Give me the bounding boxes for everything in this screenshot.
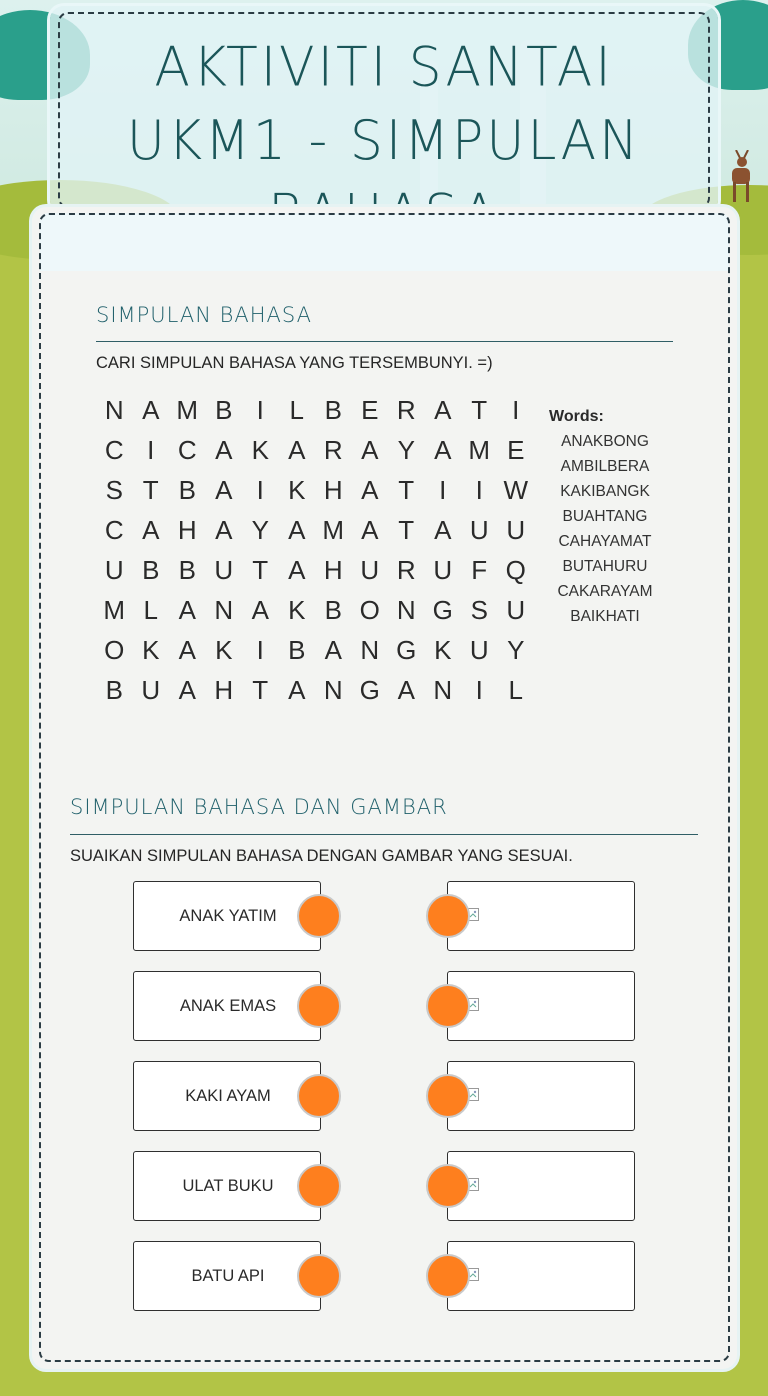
grid-cell[interactable]: A	[215, 434, 233, 465]
grid-row	[96, 470, 534, 510]
word-list-item: CAHAYAMAT	[558, 533, 652, 550]
grid-cell[interactable]: G	[359, 674, 380, 705]
grid-cell[interactable]: A	[434, 394, 452, 425]
matching-instruction: SUAIKAN SIMPULAN BAHASA DENGAN GAMBAR YANG SESUAI.	[70, 847, 573, 865]
grid-cell[interactable]: U	[104, 554, 124, 585]
grid-cell[interactable]: B	[288, 634, 306, 665]
grid-cell[interactable]: R	[323, 434, 343, 465]
grid-row	[96, 390, 534, 430]
grid-cell[interactable]: T	[398, 474, 415, 505]
grid-cell[interactable]: R	[396, 554, 416, 585]
word-list-item: BUTAHURU	[562, 558, 648, 575]
grid-cell[interactable]: K	[288, 594, 306, 625]
grid-cell[interactable]: Y	[507, 634, 525, 665]
grid-cell[interactable]: I	[256, 394, 264, 425]
grid-cell[interactable]: A	[324, 634, 342, 665]
matching-section-title: SIMPULAN BAHASA DAN GAMBAR	[70, 795, 448, 819]
match-connector-dot-right[interactable]	[426, 1254, 470, 1298]
grid-cell[interactable]: I	[475, 674, 483, 705]
match-connector-dot-left[interactable]	[297, 1074, 341, 1118]
grid-cell[interactable]: B	[178, 474, 196, 505]
wordsearch-grid[interactable]	[96, 390, 534, 710]
grid-cell[interactable]: T	[252, 554, 269, 585]
match-term-label: ANAK EMAS	[179, 997, 277, 1015]
grid-cell[interactable]: A	[251, 594, 269, 625]
grid-cell[interactable]: K	[215, 634, 233, 665]
grid-cell[interactable]: F	[471, 554, 488, 585]
section-divider	[70, 834, 698, 835]
grid-cell[interactable]: K	[434, 634, 452, 665]
grid-cell[interactable]: A	[361, 514, 379, 545]
grid-cell[interactable]: M	[103, 594, 126, 625]
grid-cell[interactable]: I	[439, 474, 447, 505]
title-card	[50, 6, 718, 214]
grid-row	[96, 590, 534, 630]
grid-cell[interactable]: H	[214, 674, 234, 705]
deer-icon	[722, 150, 758, 205]
grid-cell[interactable]: N	[396, 594, 416, 625]
match-term-box[interactable]	[133, 1061, 321, 1131]
grid-cell[interactable]: C	[104, 434, 124, 465]
grid-cell[interactable]: Y	[251, 514, 269, 545]
grid-cell[interactable]: U	[360, 554, 380, 585]
word-list-item: CAKARAYAM	[557, 583, 653, 600]
grid-cell[interactable]: M	[176, 394, 199, 425]
grid-cell[interactable]: A	[142, 394, 160, 425]
word-list	[549, 408, 661, 629]
grid-row	[96, 670, 534, 710]
grid-row	[96, 430, 534, 470]
wordsearch-instruction: CARI SIMPULAN BAHASA YANG TERSEMBUNYI. =)	[96, 354, 493, 372]
grid-cell[interactable]: T	[471, 394, 488, 425]
grid-cell[interactable]: S	[470, 594, 488, 625]
grid-cell[interactable]: B	[142, 554, 160, 585]
grid-cell[interactable]: B	[178, 554, 196, 585]
grid-cell[interactable]: N	[323, 674, 343, 705]
grid-cell[interactable]: G	[432, 594, 453, 625]
grid-cell[interactable]: U	[433, 554, 453, 585]
grid-row	[96, 510, 534, 550]
grid-cell[interactable]: I	[147, 434, 155, 465]
grid-cell[interactable]: A	[288, 674, 306, 705]
grid-cell[interactable]: A	[178, 634, 196, 665]
grid-cell[interactable]: N	[360, 634, 380, 665]
grid-cell[interactable]: B	[324, 594, 342, 625]
grid-cell[interactable]: I	[256, 634, 264, 665]
match-term-box[interactable]	[133, 1241, 321, 1311]
grid-cell[interactable]: C	[104, 514, 124, 545]
grid-cell[interactable]: I	[512, 394, 520, 425]
grid-cell[interactable]: A	[434, 434, 452, 465]
grid-cell[interactable]: O	[359, 594, 380, 625]
match-connector-dot-right[interactable]	[426, 894, 470, 938]
grid-cell[interactable]: S	[105, 474, 123, 505]
grid-cell[interactable]: L	[508, 674, 523, 705]
page-title: AKTIVITI SANTAI UKM1 - SIMPULAN	[126, 36, 642, 173]
grid-cell[interactable]: E	[361, 394, 379, 425]
match-term-box[interactable]	[133, 971, 321, 1041]
grid-cell[interactable]: U	[506, 514, 526, 545]
grid-cell[interactable]: A	[288, 554, 306, 585]
match-connector-dot-right[interactable]	[426, 984, 470, 1028]
grid-cell[interactable]: K	[142, 634, 160, 665]
word-list-item: KAKIBANGK	[560, 483, 650, 500]
grid-row	[96, 630, 534, 670]
grid-cell[interactable]: T	[252, 674, 269, 705]
grid-cell[interactable]: U	[469, 634, 489, 665]
section-divider	[96, 341, 673, 342]
grid-cell[interactable]: Y	[397, 434, 415, 465]
grid-cell[interactable]: U	[141, 674, 161, 705]
grid-cell[interactable]: M	[468, 434, 491, 465]
grid-cell[interactable]: U	[506, 594, 526, 625]
match-term-label: BATU API	[191, 1267, 265, 1285]
word-list-item: AMBILBERA	[560, 458, 650, 475]
word-list-item: BUAHTANG	[562, 508, 648, 525]
grid-cell[interactable]: T	[398, 514, 415, 545]
grid-cell[interactable]: H	[323, 474, 343, 505]
grid-cell[interactable]: A	[288, 434, 306, 465]
match-connector-dot-right[interactable]	[426, 1074, 470, 1118]
grid-cell[interactable]: L	[289, 394, 304, 425]
grid-cell[interactable]: B	[215, 394, 233, 425]
word-list-label: Words:	[549, 408, 604, 425]
grid-cell[interactable]: U	[469, 514, 489, 545]
word-list-item: BAIKHATI	[570, 608, 640, 625]
wordsearch-section-title: SIMPULAN BAHASA	[96, 303, 312, 327]
grid-cell[interactable]: A	[178, 674, 196, 705]
grid-cell[interactable]: T	[142, 474, 159, 505]
grid-cell[interactable]: K	[251, 434, 269, 465]
match-term-label: ULAT BUKU	[182, 1177, 274, 1195]
grid-cell[interactable]: N	[214, 594, 234, 625]
grid-cell[interactable]: I	[256, 474, 264, 505]
grid-cell[interactable]: B	[105, 674, 123, 705]
grid-cell[interactable]: K	[288, 474, 306, 505]
grid-cell[interactable]: A	[288, 514, 306, 545]
grid-cell[interactable]: A	[142, 514, 160, 545]
word-list-items	[549, 429, 661, 629]
grid-cell[interactable]: L	[143, 594, 158, 625]
grid-cell[interactable]: H	[323, 554, 343, 585]
match-term-box[interactable]	[133, 1151, 321, 1221]
grid-cell[interactable]: R	[396, 394, 416, 425]
grid-row	[96, 550, 534, 590]
grid-cell[interactable]: A	[215, 514, 233, 545]
grid-cell[interactable]: I	[475, 474, 483, 505]
grid-cell[interactable]: A	[397, 674, 415, 705]
grid-cell[interactable]: E	[507, 434, 525, 465]
grid-cell[interactable]: U	[214, 554, 234, 585]
grid-cell[interactable]: W	[503, 474, 529, 505]
match-connector-dot-left[interactable]	[297, 984, 341, 1028]
grid-cell[interactable]: M	[322, 514, 345, 545]
grid-cell[interactable]: A	[434, 514, 452, 545]
match-connector-dot-right[interactable]	[426, 1164, 470, 1208]
grid-cell[interactable]: G	[396, 634, 417, 665]
grid-cell[interactable]: Q	[505, 554, 526, 585]
grid-cell[interactable]: O	[104, 634, 125, 665]
grid-cell[interactable]: A	[215, 474, 233, 505]
grid-cell[interactable]: C	[177, 434, 197, 465]
match-connector-dot-left[interactable]	[297, 1164, 341, 1208]
match-term-label: KAKI AYAM	[185, 1087, 271, 1105]
grid-cell[interactable]: N	[433, 674, 453, 705]
grid-cell[interactable]: N	[104, 394, 124, 425]
match-term-label: ANAK YATIM	[179, 907, 277, 925]
match-term-box[interactable]	[133, 881, 321, 951]
grid-cell[interactable]: H	[177, 514, 197, 545]
word-list-item: ANAKBONG	[561, 433, 649, 450]
grid-cell[interactable]: A	[361, 434, 379, 465]
grid-cell[interactable]: A	[361, 474, 379, 505]
grid-cell[interactable]: B	[324, 394, 342, 425]
match-connector-dot-left[interactable]	[297, 894, 341, 938]
grid-cell[interactable]: A	[178, 594, 196, 625]
match-connector-dot-left[interactable]	[297, 1254, 341, 1298]
